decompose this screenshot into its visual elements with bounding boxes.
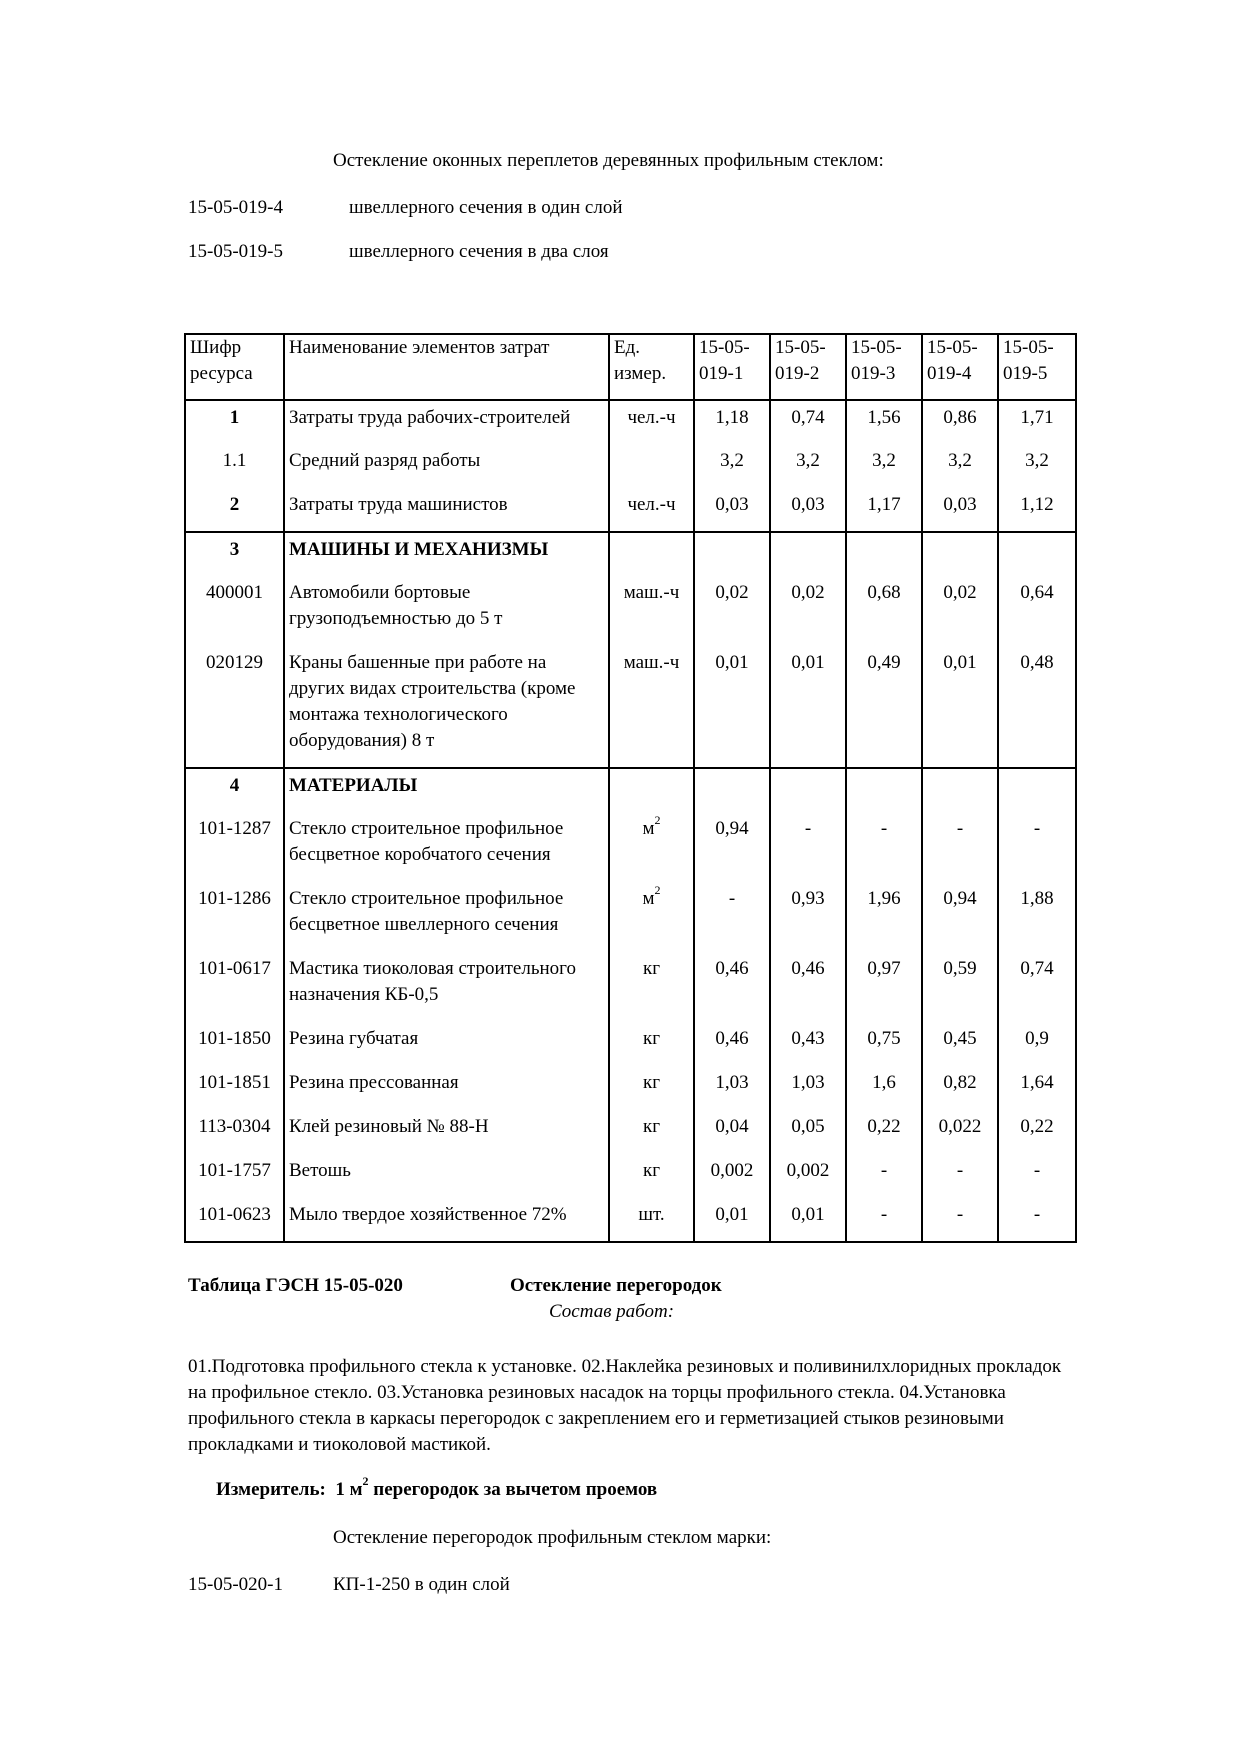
cell-value-3: 1,96: [846, 882, 922, 952]
header-col-1: 15-05-019-1: [694, 334, 770, 400]
cell-code: 113-0304: [185, 1110, 284, 1154]
resource-table: [184, 333, 1077, 1243]
cell-code: 4: [185, 768, 284, 812]
intro-item-2-code: 15-05-019-5: [188, 241, 283, 262]
cell-value-4: 0,94: [922, 882, 998, 952]
cell-value-1: 0,01: [694, 1198, 770, 1242]
cell-code: 020129: [185, 646, 284, 768]
intro-item-2-text: швеллерного сечения в два слоя: [349, 241, 609, 262]
header-name: Наименование элементов затрат: [284, 334, 609, 400]
cell-value-1: 0,002: [694, 1154, 770, 1198]
cell-value-4: 0,03: [922, 488, 998, 532]
cell-unit: чел.-ч: [609, 488, 694, 532]
cell-value-4: 0,86: [922, 400, 998, 444]
cell-value-5: 1,12: [998, 488, 1076, 532]
table-label: Таблица ГЭСН 15-05-020: [188, 1275, 403, 1296]
cell-value-2: 0,43: [770, 1022, 846, 1066]
cell-code: 101-0623: [185, 1198, 284, 1242]
cell-value-1: 0,46: [694, 1022, 770, 1066]
cell-value-2: 0,01: [770, 646, 846, 768]
cell-name: Затраты труда машинистов: [284, 488, 609, 532]
cell-value-4: 3,2: [922, 444, 998, 488]
cell-value-1: 1,03: [694, 1066, 770, 1110]
header-col-5: 15-05-019-5: [998, 334, 1076, 400]
cell-value-2: 0,46: [770, 952, 846, 1022]
cell-value-2: [770, 532, 846, 576]
cell-name: Резина прессованная: [284, 1066, 609, 1110]
table-row: [185, 532, 1076, 576]
cell-value-1: 0,01: [694, 646, 770, 768]
cell-unit: шт.: [609, 1198, 694, 1242]
cell-value-3: -: [846, 812, 922, 882]
cell-value-3: 0,49: [846, 646, 922, 768]
cell-name: Автомобили бортовые грузоподъемностью до 5 т: [284, 576, 609, 646]
cell-code: 1: [185, 400, 284, 444]
cell-value-3: [846, 532, 922, 576]
intro-heading: Остекление оконных переплетов деревянных профильным стеклом:: [333, 150, 884, 171]
cell-value-1: 0,04: [694, 1110, 770, 1154]
cell-value-5: 3,2: [998, 444, 1076, 488]
cell-code: 1.1: [185, 444, 284, 488]
cell-name: Клей резиновый № 88-Н: [284, 1110, 609, 1154]
cell-value-2: -: [770, 812, 846, 882]
table-row: [185, 1110, 1076, 1154]
cell-value-2: 3,2: [770, 444, 846, 488]
cell-value-1: 0,03: [694, 488, 770, 532]
table-row: [185, 1154, 1076, 1198]
cell-value-2: 1,03: [770, 1066, 846, 1110]
cell-value-3: 1,56: [846, 400, 922, 444]
cell-value-1: 0,02: [694, 576, 770, 646]
cell-name: Резина губчатая: [284, 1022, 609, 1066]
cell-name: Средний разряд работы: [284, 444, 609, 488]
cell-value-4: 0,82: [922, 1066, 998, 1110]
cell-value-3: 0,22: [846, 1110, 922, 1154]
header-col-3: 15-05-019-3: [846, 334, 922, 400]
meter-label: Измеритель:: [216, 1479, 326, 1500]
cell-code: 400001: [185, 576, 284, 646]
cell-name: МАШИНЫ И МЕХАНИЗМЫ: [284, 532, 609, 576]
cell-code: 101-0617: [185, 952, 284, 1022]
cell-name: Затраты труда рабочих-строителей: [284, 400, 609, 444]
cell-value-5: [998, 768, 1076, 812]
item-code: 15-05-020-1: [188, 1574, 283, 1595]
cell-value-4: [922, 532, 998, 576]
table-row: [185, 400, 1076, 444]
cell-value-5: [998, 532, 1076, 576]
cell-value-3: -: [846, 1198, 922, 1242]
cell-value-2: 0,01: [770, 1198, 846, 1242]
cell-value-5: 0,9: [998, 1022, 1076, 1066]
cell-value-3: 0,75: [846, 1022, 922, 1066]
cell-value-3: [846, 768, 922, 812]
cell-code: 3: [185, 532, 284, 576]
cell-code: 101-1287: [185, 812, 284, 882]
cell-value-5: -: [998, 1154, 1076, 1198]
header-col-2: 15-05-019-2: [770, 334, 846, 400]
cell-value-5: 0,74: [998, 952, 1076, 1022]
section-subtitle: Состав работ:: [549, 1301, 675, 1322]
cell-value-2: 0,05: [770, 1110, 846, 1154]
cell-value-5: 0,22: [998, 1110, 1076, 1154]
cell-name: МАТЕРИАЛЫ: [284, 768, 609, 812]
cell-value-4: 0,022: [922, 1110, 998, 1154]
cell-value-2: 0,74: [770, 400, 846, 444]
cell-value-4: 0,01: [922, 646, 998, 768]
cell-name: Стекло строительное профильное бесцветное швеллерного сечения: [284, 882, 609, 952]
table-row: [185, 812, 1076, 882]
cell-unit: [609, 532, 694, 576]
cell-value-4: -: [922, 1198, 998, 1242]
cell-name: Краны башенные при работе на других видах строительства (кроме монтажа технологического оборудования) 8 т: [284, 646, 609, 768]
cell-value-1: -: [694, 882, 770, 952]
heading-2: Остекление перегородок профильным стеклом марки:: [333, 1527, 772, 1548]
cell-value-4: [922, 768, 998, 812]
table-row: [185, 1022, 1076, 1066]
cell-value-4: -: [922, 812, 998, 882]
cell-value-1: 3,2: [694, 444, 770, 488]
cell-code: 101-1757: [185, 1154, 284, 1198]
table-row: [185, 1198, 1076, 1242]
cell-unit: [609, 444, 694, 488]
table-header-row: [185, 334, 1076, 400]
cell-code: 2: [185, 488, 284, 532]
cell-value-2: 0,02: [770, 576, 846, 646]
header-unit: Ед. измер.: [609, 334, 694, 400]
cell-value-4: -: [922, 1154, 998, 1198]
cell-unit: [609, 768, 694, 812]
section-title: Остекление перегородок: [510, 1275, 722, 1296]
cell-value-3: 1,17: [846, 488, 922, 532]
cell-value-3: 0,68: [846, 576, 922, 646]
cell-value-5: 1,64: [998, 1066, 1076, 1110]
cell-value-1: 1,18: [694, 400, 770, 444]
table-row: [185, 952, 1076, 1022]
cell-value-5: 1,71: [998, 400, 1076, 444]
cell-unit: кг: [609, 952, 694, 1022]
table-row: [185, 576, 1076, 646]
cell-value-3: -: [846, 1154, 922, 1198]
cell-value-2: 0,03: [770, 488, 846, 532]
table-row: [185, 1066, 1076, 1110]
cell-value-5: 1,88: [998, 882, 1076, 952]
header-col-4: 15-05-019-4: [922, 334, 998, 400]
intro-item-1-code: 15-05-019-4: [188, 197, 283, 218]
work-composition-paragraph: 01.Подготовка профильного стекла к установке. 02.Наклейка резиновых и поливинилхлоридных прокладок на профильное стекло. 03.Установка резиновых насадок на торцы профильного стекла. 04.Установка профильного стекла в каркасы перегородок с закреплением его и герметизацией стыков резиновыми прокладками и тиоколовой мастикой.: [188, 1356, 1062, 1455]
cell-code: 101-1286: [185, 882, 284, 952]
cell-unit: кг: [609, 1154, 694, 1198]
item-text: КП-1-250 в один слой: [333, 1574, 510, 1595]
cell-unit: маш.-ч: [609, 646, 694, 768]
cell-value-3: 3,2: [846, 444, 922, 488]
meter-value: 1 $м^2$ перегородок за вычетом проемов: [335, 1474, 658, 1500]
cell-value-4: 0,59: [922, 952, 998, 1022]
cell-unit: $м^2$: [609, 882, 694, 952]
meter-line: [216, 1474, 658, 1503]
table-row: [185, 444, 1076, 488]
cell-name: Мастика тиоколовая строительного назначения КБ-0,5: [284, 952, 609, 1022]
cell-name: Ветошь: [284, 1154, 609, 1198]
cell-value-2: 0,002: [770, 1154, 846, 1198]
cell-name: Мыло твердое хозяйственное 72%: [284, 1198, 609, 1242]
table-row: [185, 768, 1076, 812]
cell-value-2: 0,93: [770, 882, 846, 952]
cell-value-2: [770, 768, 846, 812]
cell-unit: кг: [609, 1066, 694, 1110]
cell-unit: маш.-ч: [609, 576, 694, 646]
cell-unit: $м^2$: [609, 812, 694, 882]
cell-value-1: 0,46: [694, 952, 770, 1022]
cell-unit: чел.-ч: [609, 400, 694, 444]
cell-code: 101-1850: [185, 1022, 284, 1066]
cell-code: 101-1851: [185, 1066, 284, 1110]
cell-value-3: 0,97: [846, 952, 922, 1022]
intro-item-1-text: швеллерного сечения в один слой: [349, 197, 623, 218]
table-row: [185, 488, 1076, 532]
table-row: [185, 646, 1076, 768]
table-row: [185, 882, 1076, 952]
cell-value-1: [694, 768, 770, 812]
cell-value-5: 0,64: [998, 576, 1076, 646]
cell-unit: кг: [609, 1110, 694, 1154]
cell-value-3: 1,6: [846, 1066, 922, 1110]
cell-value-5: -: [998, 812, 1076, 882]
cell-value-4: 0,02: [922, 576, 998, 646]
cell-unit: кг: [609, 1022, 694, 1066]
cell-value-4: 0,45: [922, 1022, 998, 1066]
cell-value-1: [694, 532, 770, 576]
cell-name: Стекло строительное профильное бесцветное коробчатого сечения: [284, 812, 609, 882]
cell-value-5: 0,48: [998, 646, 1076, 768]
cell-value-5: -: [998, 1198, 1076, 1242]
cell-value-1: 0,94: [694, 812, 770, 882]
header-code: Шифр ресурса: [185, 334, 284, 400]
